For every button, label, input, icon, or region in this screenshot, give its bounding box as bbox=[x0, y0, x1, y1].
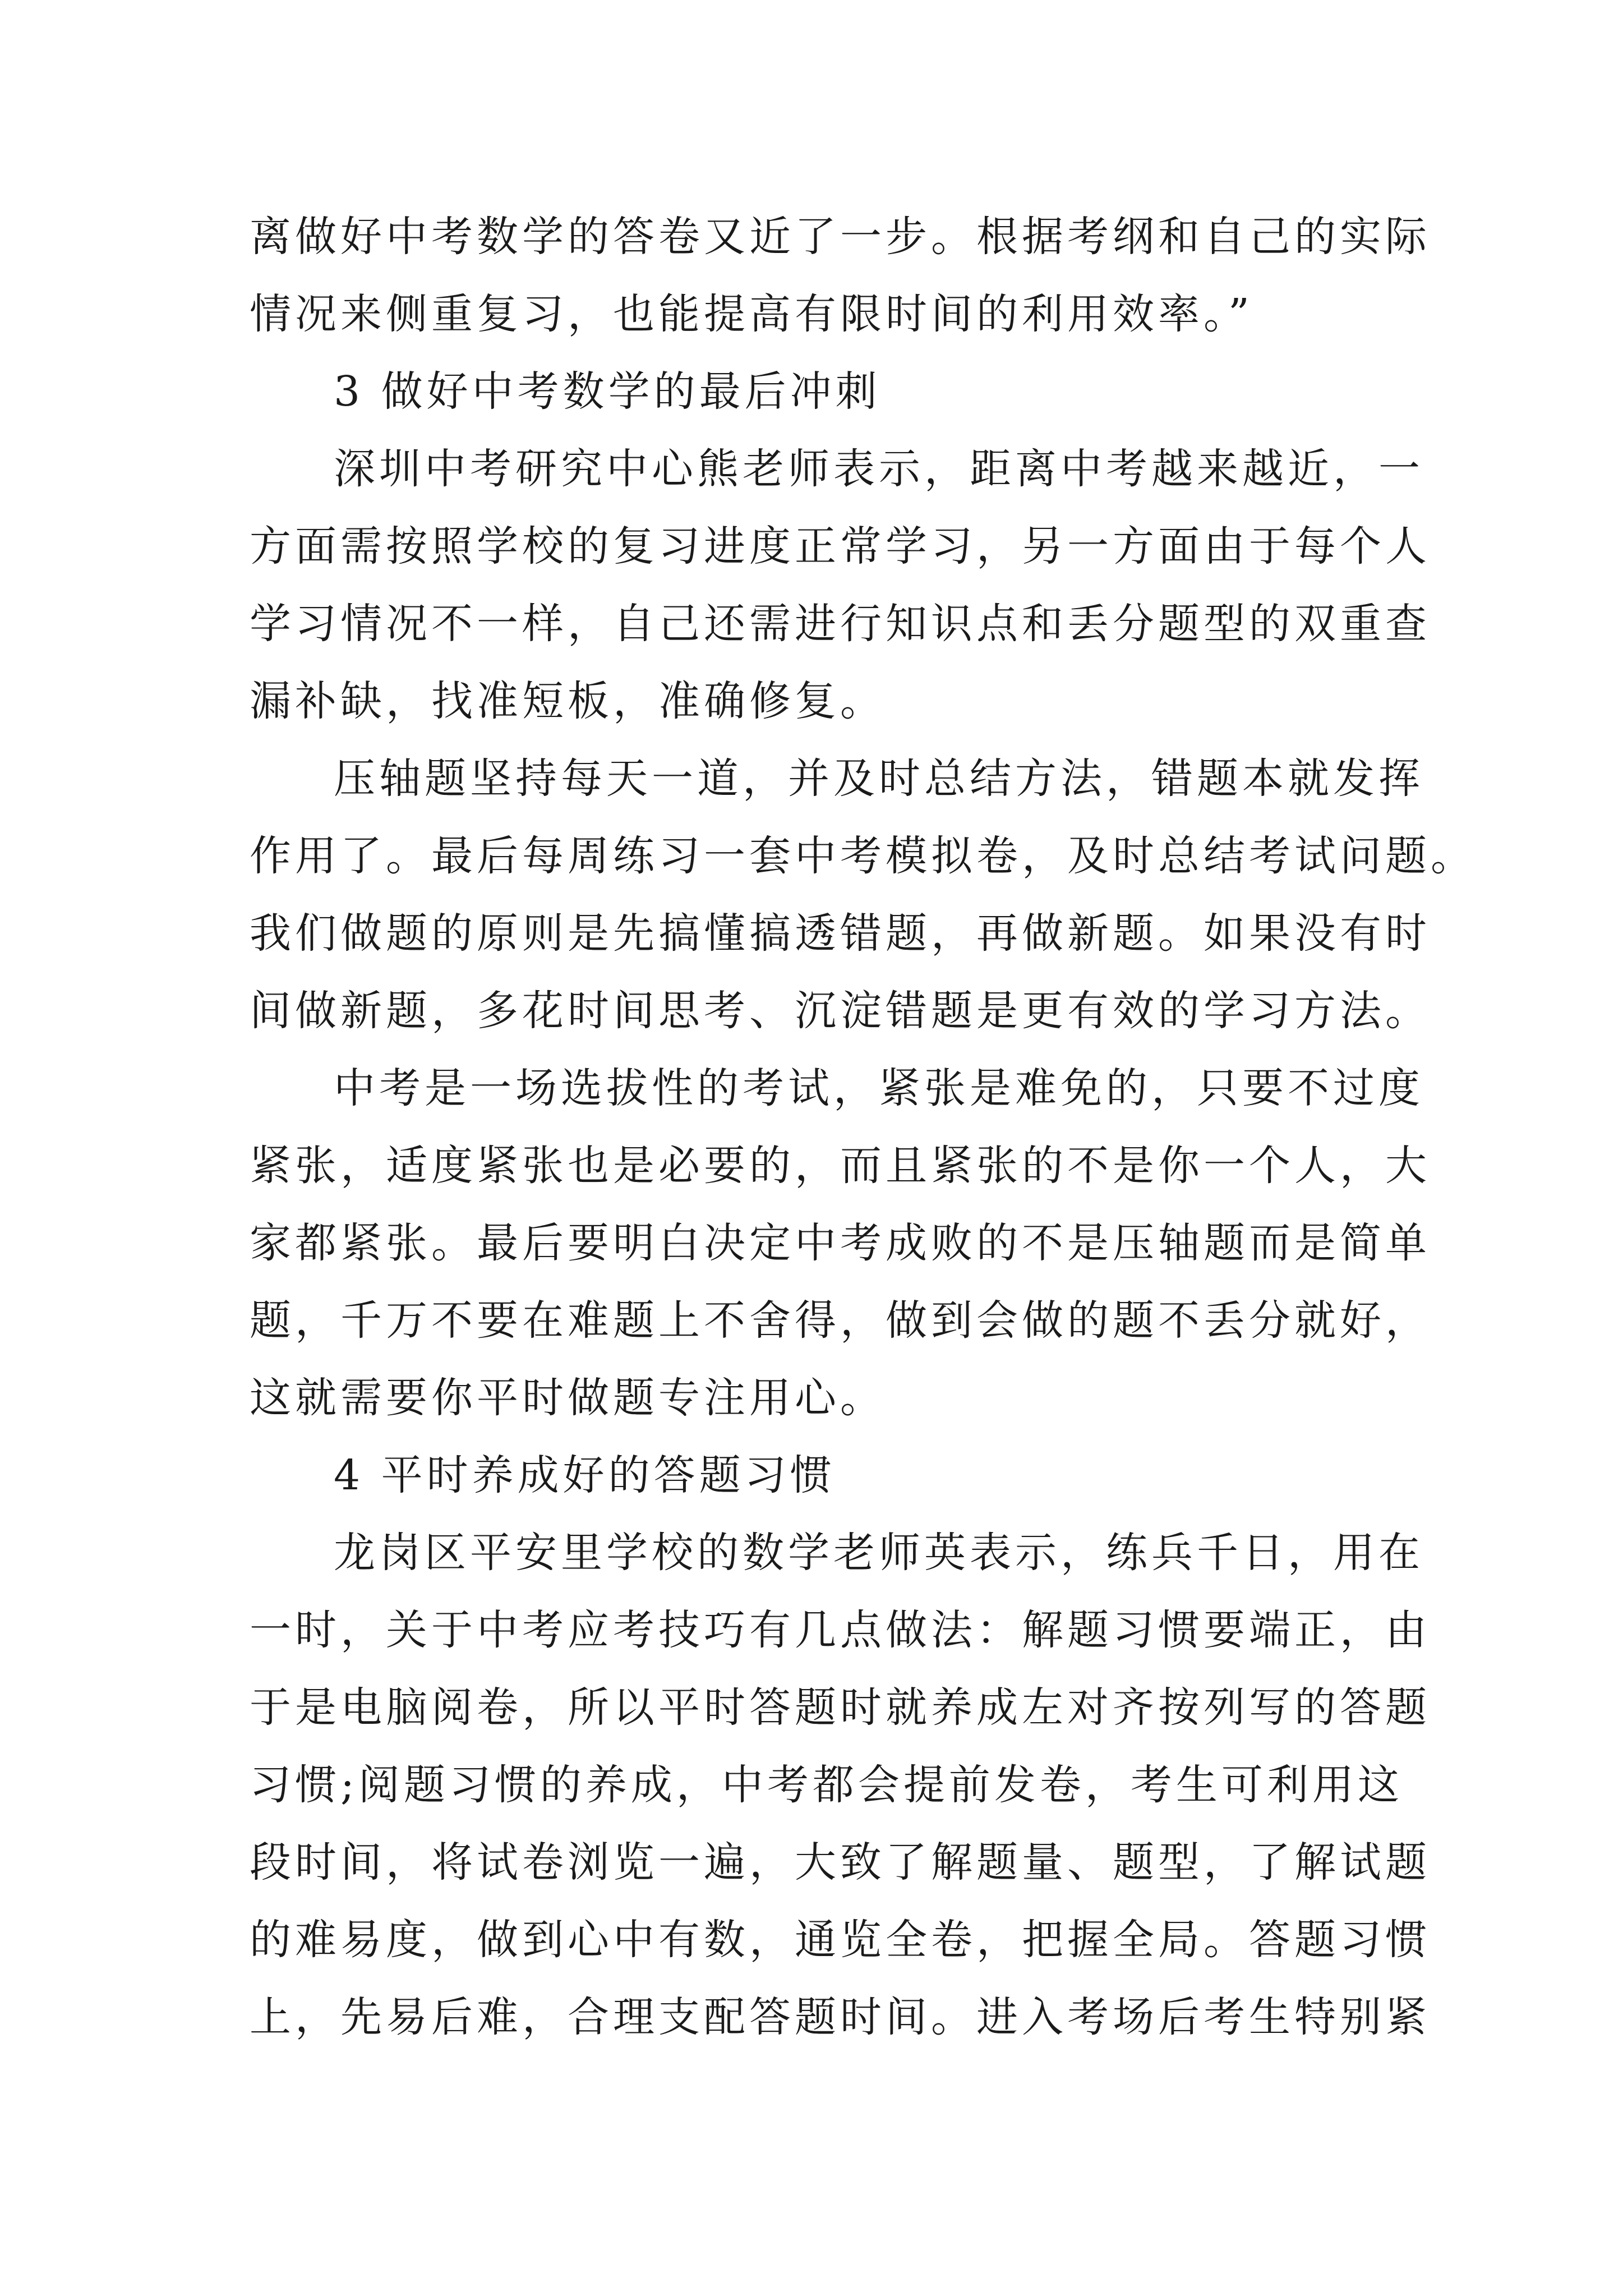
body-line: 上，先易后难，合理支配答题时间。进入考场后考生特别紧 bbox=[250, 1993, 1431, 2041]
body-line: 习惯;阅题习惯的养成，中考都会提前发卷，考生可利用这 bbox=[250, 1761, 1403, 1809]
body-line: 方面需按照学校的复习进度正常学习，另一方面由于每个人 bbox=[250, 522, 1431, 570]
body-line: 紧张，适度紧张也是必要的，而且紧张的不是你一个人，大 bbox=[250, 1142, 1431, 1190]
body-line: 题，千万不要在难题上不舍得，做到会做的题不丢分就好， bbox=[250, 1296, 1431, 1345]
paragraph-first-line: 龙岗区平安里学校的数学老师英表示，练兵千日，用在 bbox=[334, 1529, 1424, 1577]
body-line: 的难易度，做到心中有数，通览全卷，把握全局。答题习惯 bbox=[250, 1916, 1431, 1964]
body-line: 一时，关于中考应考技巧有几点做法：解题习惯要端正，由 bbox=[250, 1606, 1431, 1654]
body-line: 情况来侧重复习，也能提高有限时间的利用效率。” bbox=[250, 290, 1253, 338]
body-line: 离做好中考数学的答卷又近了一步。根据考纲和自己的实际 bbox=[250, 213, 1431, 261]
body-line: 这就需要你平时做题专注用心。 bbox=[250, 1374, 886, 1422]
section-heading-4: 4 平时养成好的答题习惯 bbox=[334, 1451, 836, 1499]
body-line: 家都紧张。最后要明白决定中考成败的不是压轴题而是简单 bbox=[250, 1219, 1431, 1267]
paragraph-first-line: 压轴题坚持每天一道，并及时总结方法，错题本就发挥 bbox=[334, 754, 1424, 803]
body-line: 段时间，将试卷浏览一遍，大致了解题量、题型，了解试题 bbox=[250, 1838, 1431, 1887]
body-line: 于是电脑阅卷，所以平时答题时就养成左对齐按列写的答题 bbox=[250, 1683, 1431, 1732]
body-line: 间做新题，多花时间思考、沉淀错题是更有效的学习方法。 bbox=[250, 987, 1431, 1035]
paragraph-first-line: 深圳中考研究中心熊老师表示，距离中考越来越近，一 bbox=[334, 445, 1424, 493]
body-line: 作用了。最后每周练习一套中考模拟卷，及时总结考试问题。 bbox=[250, 832, 1476, 880]
body-line: 漏补缺，找准短板，准确修复。 bbox=[250, 677, 886, 725]
section-heading-3: 3 做好中考数学的最后冲刺 bbox=[334, 367, 881, 416]
body-line: 学习情况不一样，自己还需进行知识点和丢分题型的双重查 bbox=[250, 600, 1431, 648]
body-line: 我们做题的原则是先搞懂搞透错题，再做新题。如果没有时 bbox=[250, 909, 1431, 958]
paragraph-first-line: 中考是一场选拔性的考试，紧张是难免的，只要不过度 bbox=[334, 1064, 1424, 1112]
